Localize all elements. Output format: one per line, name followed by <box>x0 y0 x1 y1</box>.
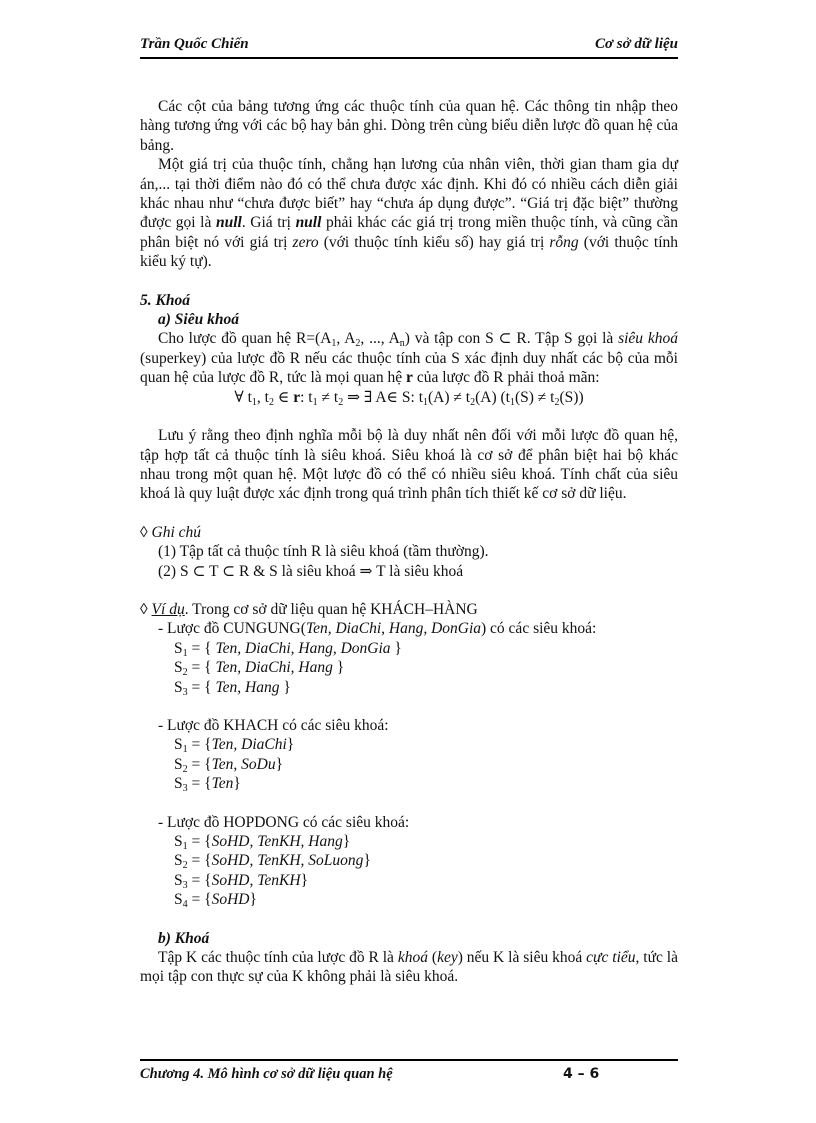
khach-key-3: $S_3 = \{Ten\}$ <box>174 775 241 795</box>
section-title: 5. Khoá <box>140 291 190 309</box>
cungung-key-1: $S_1$ = { Ten, DiaChi, Hang, DonGia } <box>174 639 402 659</box>
khach-key-1: $S_1 = \{Ten$, DiaChi} <box>174 736 295 756</box>
note-item-1: (1) Tập tất cả thuộc tính R là siêu khoá (tầm thường). <box>158 543 489 561</box>
hopdong-key-2: $S_2$ = {SoHD, TenKH, SoLuong} <box>174 852 371 872</box>
header-subject: Cơ sở dữ liệu <box>594 36 678 52</box>
hopdong-key-1: $S_1$ = {SoHD, TenKH, Hang} <box>174 833 351 852</box>
footer-chapter: Chương 4. Mô hình cơ sở dữ liệu quan hệ <box>140 1066 393 1082</box>
paragraph-key-definition: Tập K các thuộc tính của lược đồ R là khoá (key) nếu K là siêu khoá cực tiểu, tức là mọi tập con thực sự của K không phải là siêu khoá. <box>140 949 678 986</box>
cungung-key-3: $S_3$ = { Ten, Hang } <box>174 678 291 698</box>
paragraph-superkey-note: Lưu ý rằng theo định nghĩa mỗi bộ là duy nhất nên đối với mỗi lược đồ quan hệ, tập hợp tất cả thuộc tính là siêu khoá. Siêu khoá là cơ sở để phân biệt hai bộ khác nhau trong một quan hệ. Một lược đồ có thể có nhiều siêu khoá. Tính chất của siêu khoá là quy luật được xác định trong quá trình phân tích thiết kế cơ sở dữ liệu. <box>140 427 678 503</box>
paragraph-null-value: Một giá trị của thuộc tính, chẳng hạn lương của nhân viên, thời gian tham gia dự án,... tại thời điểm nào đó có thể chưa được xác định. Khi đó có nhiều cách diễn giải khác nhau như “chưa được biết” hay “chưa áp dụng được”. “Giá trị đặc biệt” thường được gọi là null. Giá trị null phải khác các giá trị trong miền thuộc tính, và cũng cần phân biệt nó với giá trị zero (với thuộc tính kiểu số) hay giá trị rỗng (với thuộc tính kiểu ký tự). <box>140 156 678 271</box>
header-author: Trần Quốc Chiến <box>140 36 249 52</box>
paragraph-table-columns: Các cột của bảng tương ứng các thuộc tính của quan hệ. Các thông tin nhập theo hàng tương ứng với các bộ hay bản ghi. Dòng trên cùng biểu diễn lược đồ quan hệ của bảng. <box>140 98 678 154</box>
subsection-b-title: b) Khoá <box>158 929 210 947</box>
page-body <box>140 97 678 987</box>
hopdong-key-3: $S_3$ = {SoHD, TenKH} <box>174 871 309 891</box>
note-item-2: (2) S ⊂ T ⊂ R & S là siêu khoá ⇒ T là siêu khoá <box>158 562 464 580</box>
header-rule <box>140 57 678 59</box>
paragraph-superkey-definition: Cho lược đồ quan hệ $R=(A_1$, $A_2$, ..., $A_n$) và tập con S ⊂ R. Tập S gọi là siêu khoá (superkey) của lược đồ R nếu các thuộc tính của S xác định duy nhất các bộ của mỗi quan hệ của lược đồ R, tức là mọi quan hệ r của lược đồ R phải thoả mãn: <box>140 330 678 387</box>
khach-key-2: $S_2 = \{Ten$, SoDu} <box>174 755 284 775</box>
hopdong-key-4: $S_4$ = {SoHD} <box>174 891 257 911</box>
footer-page-number: 4 – 6 <box>563 1066 600 1082</box>
example-heading: ◊ Ví dụ. Trong cơ sở dữ liệu quan hệ KHÁCH–HÀNG <box>140 600 478 618</box>
footer-rule <box>140 1059 678 1061</box>
superkey-formula: ∀ $t_1$, $t_2$ ∈ r: $t_1 \ne t_2$ ⇒ ∃ A∈ S: $t_1(A) \ne t_2(A) (t_1(S) \ne t_2(S))$ <box>234 388 584 408</box>
cungung-line: - Lược đồ CUNGUNG(Ten, DiaChi, Hang, DonGia) có các siêu khoá: <box>158 620 597 638</box>
cungung-key-2: $S_2$ = { Ten, DiaChi, Hang } <box>174 659 345 679</box>
page-footer <box>140 1066 678 1083</box>
page-header <box>140 36 678 56</box>
note-heading: ◊ Ghi chú <box>140 523 202 541</box>
hopdong-line: - Lược đồ HOPDONG có các siêu khoá: <box>158 813 410 831</box>
khach-line: - Lược đồ KHACH có các siêu khoá: <box>158 716 389 734</box>
subsection-a-title: a) Siêu khoá <box>158 311 239 329</box>
